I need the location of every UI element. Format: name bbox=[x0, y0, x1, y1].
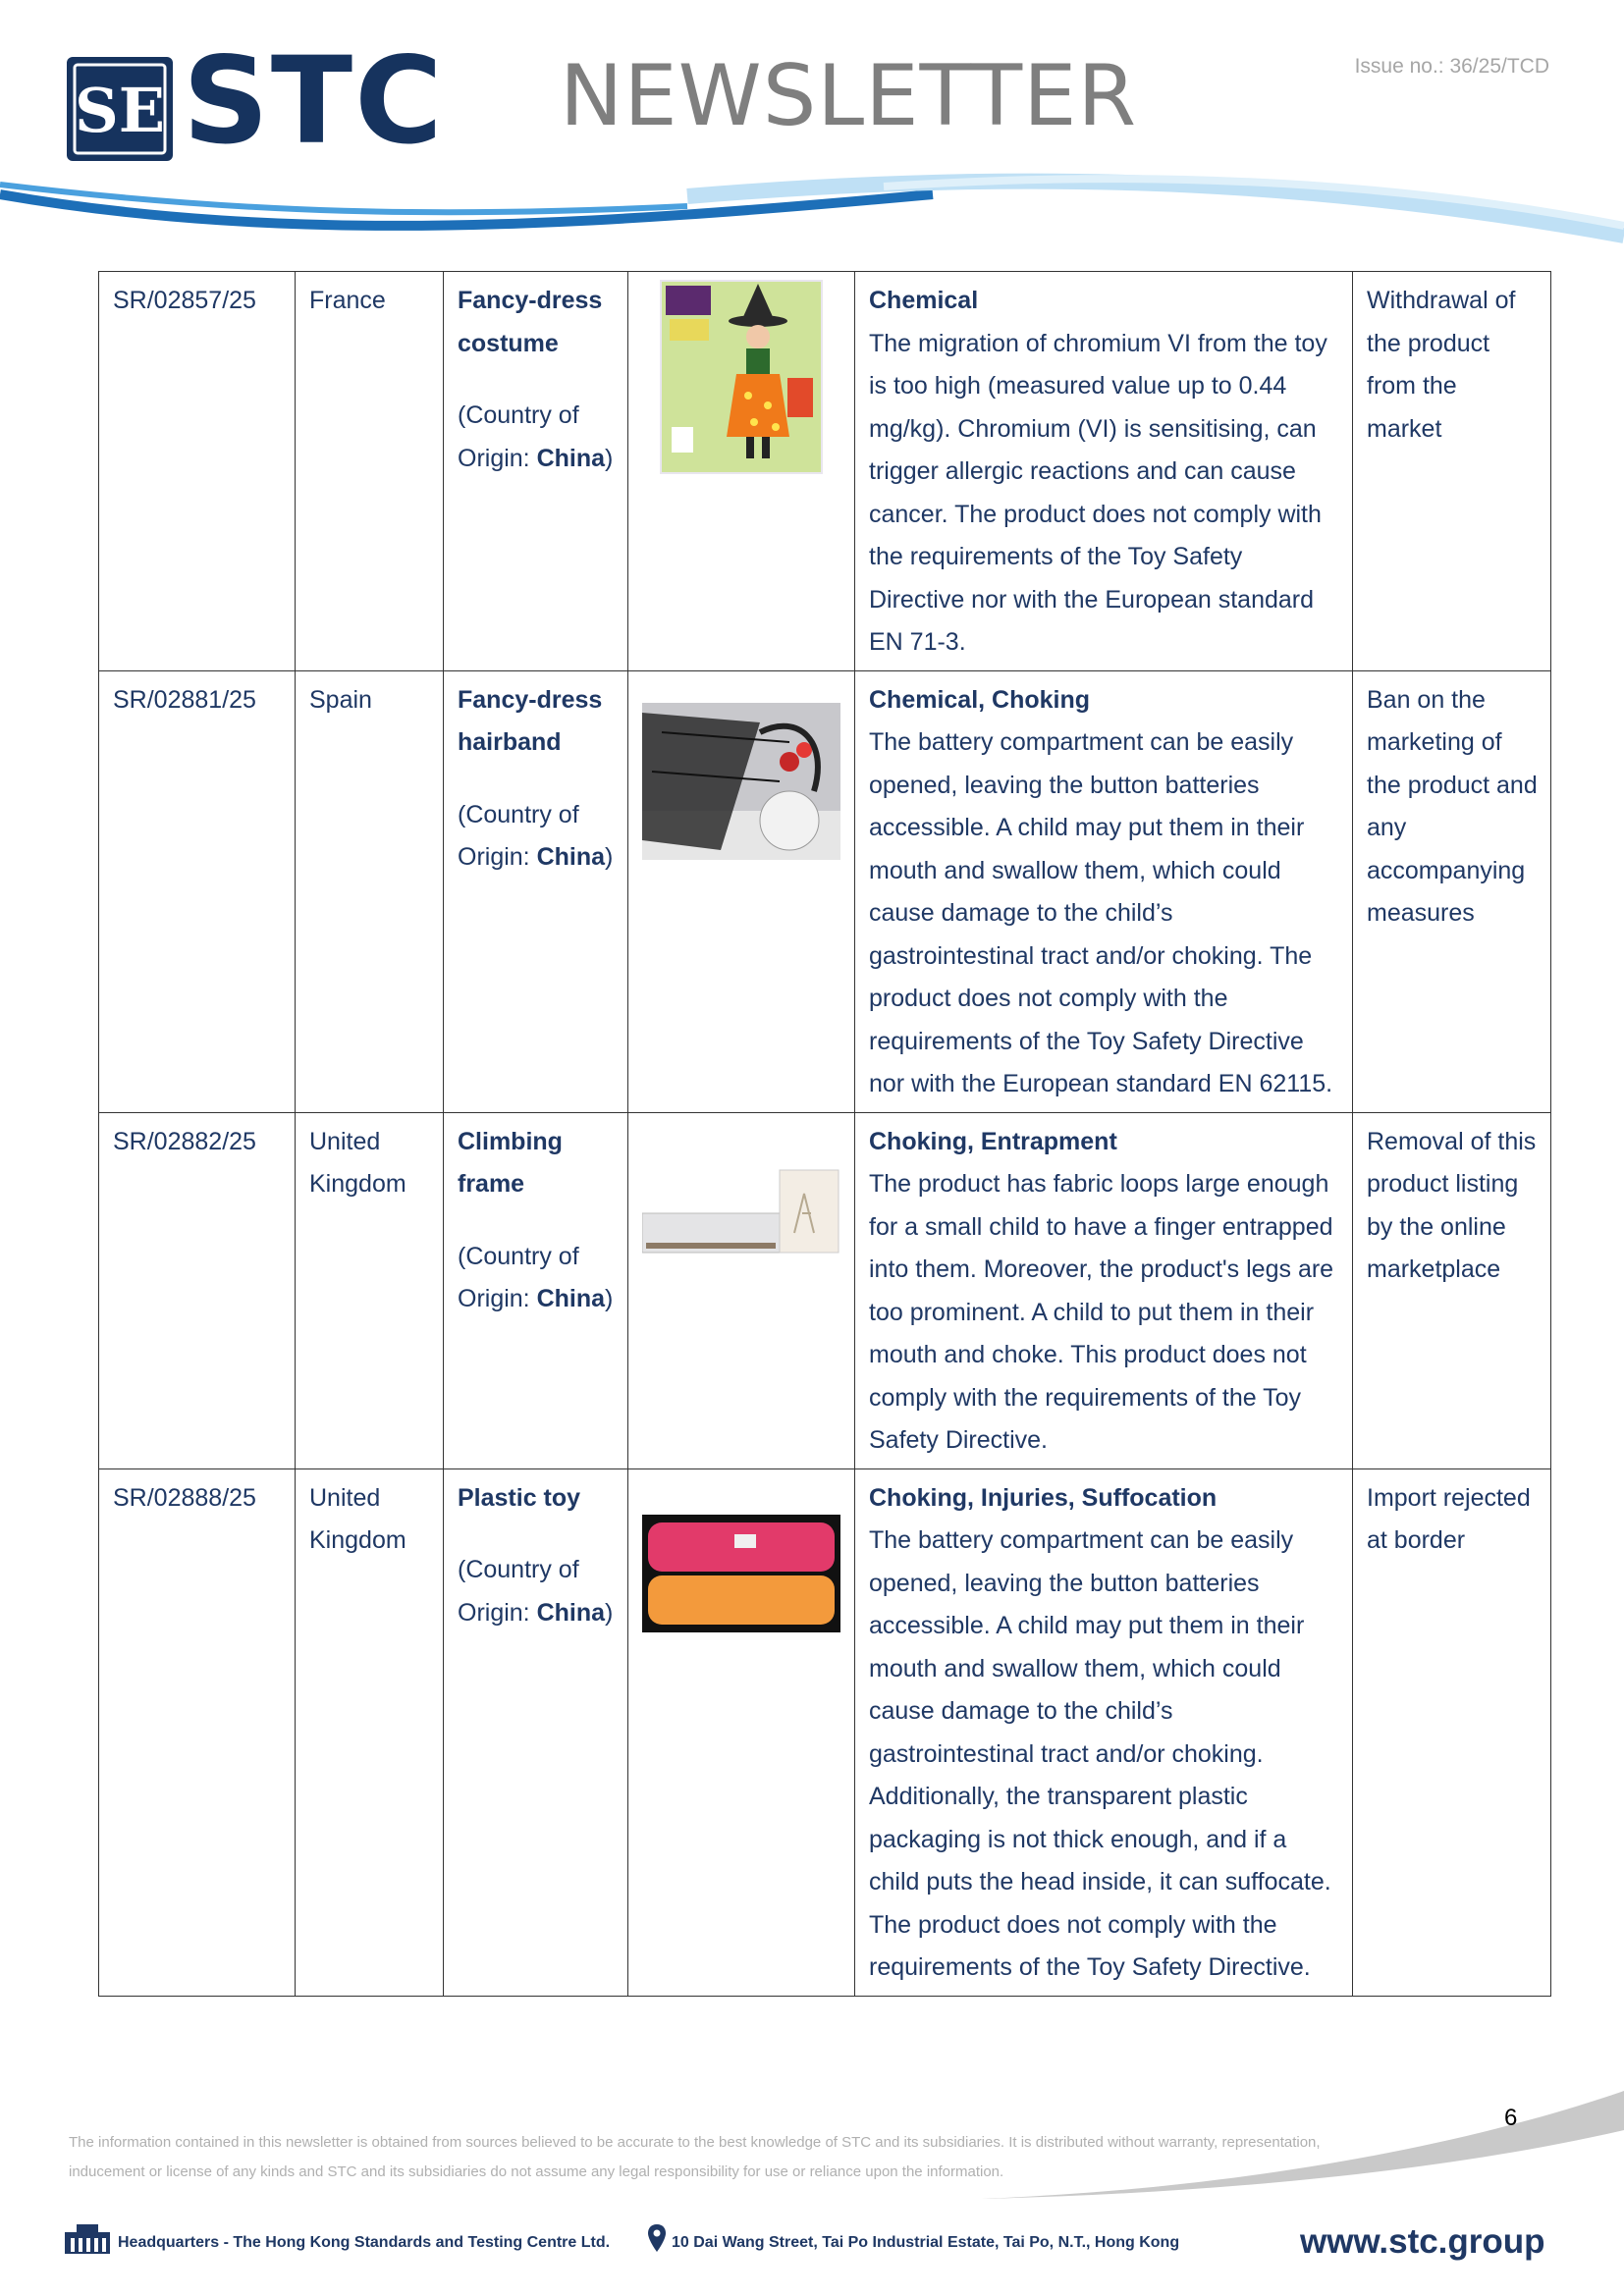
origin-label: (Country of Origin: bbox=[458, 1242, 579, 1312]
alerts-table bbox=[98, 271, 1551, 1997]
risk-type: Chemical bbox=[869, 287, 979, 314]
page-number: 6 bbox=[1504, 2105, 1518, 2131]
page-footer bbox=[63, 2222, 1555, 2262]
climbing-frame-photo bbox=[642, 1164, 840, 1258]
witch-costume-photo bbox=[660, 280, 823, 474]
risk-description: The product has fabric loops large enough for a small child to have a finger entrapped into them. Moreover, the product's legs are too prominent. A child to put them in their mouth and choke. This product does not comply with the requirements of the Toy Safety Directive. bbox=[869, 1170, 1334, 1454]
measure-cell: Removal of this product listing by the online marketplace bbox=[1353, 1112, 1551, 1468]
product-name: Fancy-dress costume bbox=[458, 287, 603, 357]
origin-country: China bbox=[536, 843, 606, 871]
table-row bbox=[99, 272, 1551, 671]
reference-cell: SR/02882/25 bbox=[99, 1112, 296, 1468]
risk-cell bbox=[855, 1112, 1353, 1468]
measure-cell: Ban on the marketing of the product and any accompanying measures bbox=[1353, 670, 1551, 1112]
product-cell bbox=[444, 1112, 628, 1468]
origin-country: China bbox=[536, 1598, 606, 1627]
risk-type: Chemical, Choking bbox=[869, 685, 1091, 714]
measure-cell: Import rejected at border bbox=[1353, 1468, 1551, 1996]
country-cell: United Kingdom bbox=[296, 1112, 444, 1468]
origin-label: (Country of Origin: bbox=[458, 401, 579, 472]
risk-description: The migration of chromium VI from the toy is too high (measured value up to 0.44 mg/kg). Chromium (VI) is sensitising, can trigger allergic reactions and can cause cancer. The product does not comply with the requirements of the Toy Safety Directive nor with the European standard EN 71-3. bbox=[869, 329, 1327, 656]
image-cell bbox=[628, 1112, 855, 1468]
image-cell bbox=[628, 272, 855, 671]
svg-text:SE: SE bbox=[74, 75, 166, 146]
risk-cell bbox=[855, 670, 1353, 1112]
disclaimer: The information contained in this newsletter is obtained from sources believed to be accurate to the best knowledge of STC and its subsidiaries. It is distributed without warranty, representation, inducement or license of any kinds and STC and its subsidiaries do not assume any legal responsibility for use or reliance upon the information. bbox=[69, 2134, 1321, 2180]
reference-cell: SR/02888/25 bbox=[99, 1468, 296, 1996]
country-cell: United Kingdom bbox=[296, 1468, 444, 1996]
product-name: Climbing frame bbox=[458, 1127, 563, 1198]
location-pin-icon bbox=[648, 2224, 666, 2252]
origin-close: ) bbox=[605, 843, 614, 871]
measure-cell: Withdrawal of the product from the market bbox=[1353, 272, 1551, 671]
product-name: Fancy-dress hairband bbox=[458, 685, 603, 756]
risk-description: The battery compartment can be easily opened, leaving the button batteries accessible. A child may put them in their mouth and swallow them, which could cause damage to the child’s gastrointestinal tract and/or choking. Additionally, the transparent plastic packaging is not thick enough, and if a child puts the head inside, it can suffocate. The product does not comply with the requirements of the Toy Safety Directive. bbox=[869, 1526, 1331, 1981]
headquarters-text: Headquarters - The Hong Kong Standards and Testing Centre Ltd. bbox=[118, 2234, 611, 2251]
origin-close: ) bbox=[605, 444, 614, 472]
table-row bbox=[99, 670, 1551, 1112]
image-cell bbox=[628, 1468, 855, 1996]
issue-number: Issue no.: 36/25/TCD bbox=[1354, 55, 1549, 78]
stc-logo-icon bbox=[67, 57, 173, 161]
reference-cell: SR/02857/25 bbox=[99, 272, 296, 671]
product-cell bbox=[444, 1468, 628, 1996]
address-text: 10 Dai Wang Street, Tai Po Industrial Estate, Tai Po, N.T., Hong Kong bbox=[672, 2234, 1180, 2251]
risk-cell bbox=[855, 1468, 1353, 1996]
product-name: Plastic toy bbox=[458, 1483, 581, 1512]
hairband-photo bbox=[642, 703, 840, 860]
image-cell bbox=[628, 670, 855, 1112]
origin-country: China bbox=[536, 444, 606, 472]
page-header bbox=[0, 0, 1624, 255]
header-swoosh bbox=[0, 167, 1624, 255]
table-row bbox=[99, 1468, 1551, 1996]
risk-type: Choking, Injuries, Suffocation bbox=[869, 1483, 1218, 1512]
building-icon bbox=[63, 2222, 112, 2254]
logo-text: STC bbox=[183, 31, 445, 171]
plastic-toy-photo bbox=[642, 1515, 840, 1632]
risk-description: The battery compartment can be easily opened, leaving the button batteries accessible. A child may put them in their mouth and swallow them, which could cause damage to the child’s gastrointestinal tract and/or choking. The product does not comply with the requirements of the Toy Safety Directive nor with the European standard EN 62115. bbox=[869, 728, 1333, 1097]
website-link[interactable]: www.stc.group bbox=[1300, 2222, 1545, 2261]
origin-close: ) bbox=[605, 1285, 614, 1312]
newsletter-title: NEWSLETTER bbox=[560, 47, 1138, 145]
product-cell bbox=[444, 670, 628, 1112]
reference-cell: SR/02881/25 bbox=[99, 670, 296, 1112]
country-cell: Spain bbox=[296, 670, 444, 1112]
country-cell: France bbox=[296, 272, 444, 671]
table-row bbox=[99, 1112, 1551, 1468]
origin-label: (Country of Origin: bbox=[458, 800, 579, 871]
origin-label: (Country of Origin: bbox=[458, 1556, 579, 1627]
risk-cell bbox=[855, 272, 1353, 671]
product-cell bbox=[444, 272, 628, 671]
origin-country: China bbox=[536, 1285, 606, 1312]
origin-close: ) bbox=[605, 1598, 614, 1627]
risk-type: Choking, Entrapment bbox=[869, 1127, 1117, 1155]
